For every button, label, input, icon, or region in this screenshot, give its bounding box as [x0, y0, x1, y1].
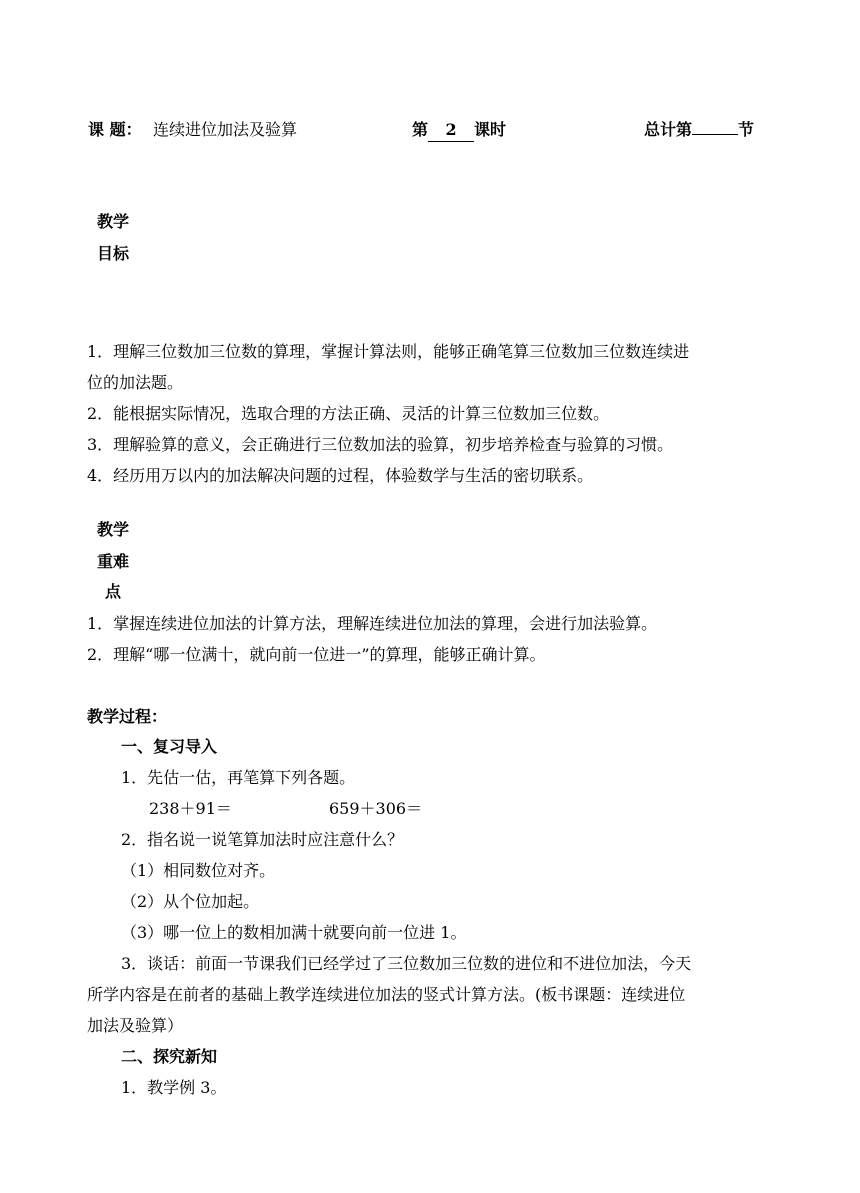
total-count-field	[644, 119, 754, 141]
lesson-number-field	[412, 119, 506, 142]
lesson-suffix: 课时	[474, 120, 507, 139]
review-subitem-2: （2）从个位加起。	[121, 892, 260, 911]
objectives-label-line1: 教学	[97, 212, 130, 231]
objective-item: 2．能根据实际情况，选取合理的方法正确、灵活的计算三位数加三位数。	[87, 404, 610, 423]
review-subitem-1: （1）相同数位对齐。	[121, 861, 276, 880]
keypoints-label-line3: 点	[105, 582, 122, 601]
lesson-number: 2	[428, 119, 474, 142]
total-number	[692, 134, 738, 135]
objectives-list	[87, 336, 777, 491]
process-title: 教学过程：	[87, 707, 168, 726]
review-expression-2: 659＋306＝	[329, 799, 423, 818]
objectives-label-line2: 目标	[97, 244, 130, 263]
lesson-prefix: 第	[412, 120, 429, 139]
objective-item: 4．经历用万以内的加法解决问题的过程，体验数学与生活的密切联系。	[87, 466, 594, 485]
review-item-3-line3: 加法及验算）	[87, 1016, 184, 1035]
review-item-3-line2: 所学内容是在前者的基础上教学连续进位加法的竖式计算方法。(板书课题：连续进位	[87, 985, 686, 1004]
keypoint-item: 1．掌握连续进位加法的计算方法，理解连续进位加法的算理，会进行加法验算。	[87, 614, 658, 633]
review-item-3-line1: 3．谈话：前面一节课我们已经学过了三位数加三位数的进位和不进位加法，今天	[121, 954, 692, 973]
objective-item: 3．理解验算的意义，会正确进行三位数加法的验算，初步培养检查与验算的习惯。	[87, 435, 674, 454]
objective-item: 1．理解三位数加三位数的算理，掌握计算法则，能够正确笔算三位数加三位数连续进	[87, 342, 690, 361]
topic-value: 连续进位加法及验算	[153, 120, 298, 139]
keypoint-item: 2．理解“哪一位满十，就向前一位进一”的算理，能够正确计算。	[87, 645, 546, 664]
total-suffix: 节	[738, 120, 755, 139]
review-item-2: 2．指名说一说笔算加法时应注意什么？	[121, 830, 404, 849]
review-expression-1: 238＋91＝	[149, 799, 232, 818]
topic-label: 课 题：	[88, 120, 142, 139]
objective-item: 位的加法题。	[87, 373, 184, 392]
review-subitem-3: （3）哪一位上的数相加满十就要向前一位进 1。	[121, 923, 467, 942]
keypoints-label-line2: 重难	[97, 552, 130, 571]
keypoints-label-line1: 教学	[97, 520, 130, 539]
total-prefix: 总计第	[644, 120, 693, 139]
keypoints-list	[87, 608, 777, 670]
section1-title: 一、复习导入	[121, 737, 218, 756]
review-item-1: 1．先估一估，再笔算下列各题。	[121, 768, 356, 787]
section2-title: 二、探究新知	[121, 1047, 218, 1066]
example-item: 1．教学例 3。	[121, 1078, 227, 1097]
